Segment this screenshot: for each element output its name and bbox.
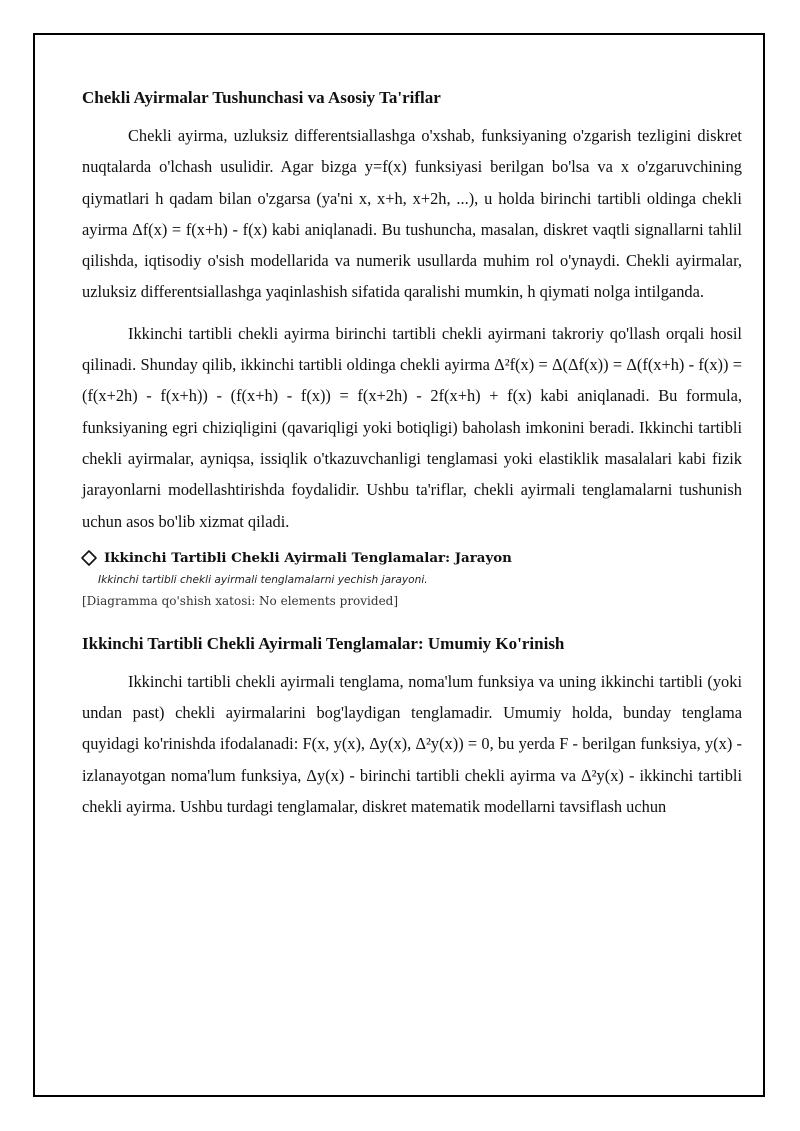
diagram-title-row	[82, 547, 742, 569]
diagram-caption: Ikkinchi tartibli chekli ayirmali tenglamalarni yechish jarayoni.	[98, 573, 428, 586]
diagram-block	[82, 547, 742, 610]
diagram-title: Ikkinchi Tartibli Chekli Ayirmali Tenglamalar: Jarayon	[104, 549, 512, 566]
document-content	[82, 86, 742, 822]
paragraph-second-order-difference: Ikkinchi tartibli chekli ayirma birinchi tartibli chekli ayirmani takroriy qo'llash orqali hosil qilinadi. Shunday qilib, ikkinchi tartibli oldinga chekli ayirma Δ²f(x) = Δ(Δf(x)) = Δ(f(x+h) - f(x)) = (f(x+2h) - f(x+h)) - (f(x+h) - f(x)) = f(x+2h) - 2f(x+h) + f(x) kabi aniqlanadi. Bu formula, funksiyaning egri chiziqligini (qavariqligi yoki botiqligi) baholash imkonini beradi. Ikkinchi tartibli chekli ayirmalar, ayniqsa, issiqlik o'tkazuvchanligi tenglamasi yoki elastiklik masalalari kabi fizik jarayonlarni modellashtirishda foydalidir. Ushbu ta'riflar, chekli ayirmali tenglamalarni tushunish uchun asos bo'lib xizmat qiladi.	[82, 323, 742, 531]
tag-icon	[80, 549, 98, 567]
diagram-error-message: [Diagramma qo'shish xatosi: No elements provided]	[82, 593, 399, 608]
paragraph-first-order-difference: Chekli ayirma, uzluksiz differentsiallashga o'xshab, funksiyaning o'zgarish tezligini diskret nuqtalarda o'lchash usulidir. Agar bizga y=f(x) funksiyasi berilgan bo'lsa va x o'zgaruvchining qiymatlari h qadam bilan o'zgarsa (ya'ni x, x+h, x+2h, ...), u holda birinchi tartibli oldinga chekli ayirma Δf(x) = f(x+h) - f(x) kabi aniqlanadi. Bu tushuncha, masalan, diskret vaqtli signallarni tahlil qilishda, iqtisodiy o'sish modellarida va numerik usullarda muhim rol o'ynaydi. Chekli ayirmalar, uzluksiz differentsiallashga yaqinlashish sifatida qaralishi mumkin, h qiymati nolga intilganda.	[82, 126, 742, 302]
section-heading-finite-differences: Chekli Ayirmalar Tushunchasi va Asosiy Ta'riflar	[82, 88, 441, 107]
section-heading-second-order-equations: Ikkinchi Tartibli Chekli Ayirmali Tenglamalar: Umumiy Ko'rinish	[82, 633, 565, 653]
paragraph-general-form: Ikkinchi tartibli chekli ayirmali tenglama, noma'lum funksiya va uning ikkinchi tartibli (yoki undan past) chekli ayirmalarini bog'laydigan tenglamadir. Umumiy holda, bunday tenglama quyidagi ko'rinishda ifodalanadi: F(x, y(x), Δy(x), Δ²y(x)) = 0, bu yerda F - berilgan funksiya, y(x) - izlanayotgan noma'lum funksiya, Δy(x) - birinchi tartibli chekli ayirma va Δ²y(x) - ikkinchi tartibli chekli ayirma. Ushbu turdagi tenglamalar, diskret matematik modellarni tavsiflash uchun	[82, 671, 742, 817]
